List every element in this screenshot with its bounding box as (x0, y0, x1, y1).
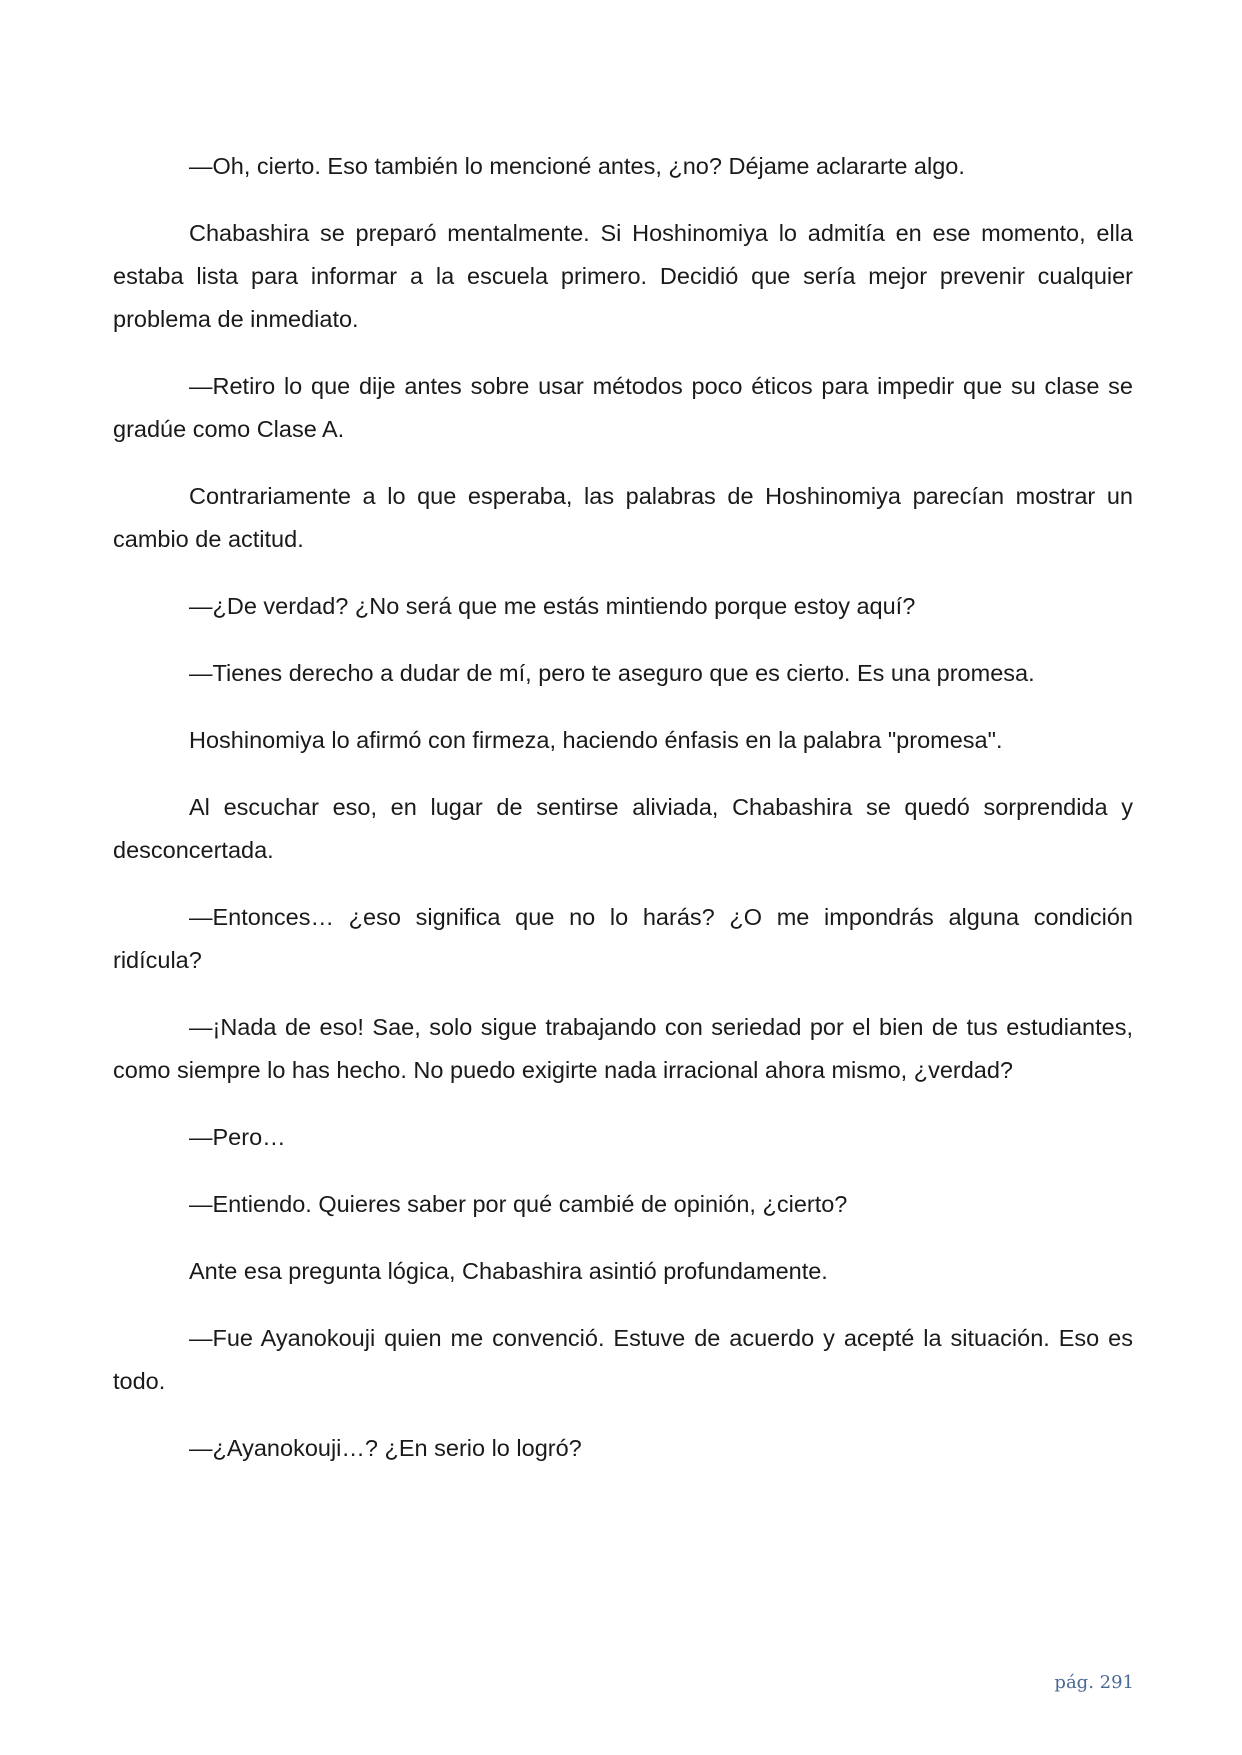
paragraph: —Entiendo. Quieres saber por qué cambié de opinión, ¿cierto? (189, 1191, 848, 1217)
paragraph: Chabashira se preparó mentalmente. Si Hoshinomiya lo admitía en ese momento, ella estaba lista para informar a la escuela primero. Decidió que sería mejor prevenir cualquier problema de inmediato. (113, 220, 1133, 332)
page-number: pág. 291 (1054, 1672, 1134, 1693)
paragraph: —¡Nada de eso! Sae, solo sigue trabajando con seriedad por el bien de tus estudiantes, como siempre lo has hecho. No puedo exigirte nada irracional ahora mismo, ¿verdad? (113, 1014, 1133, 1083)
paragraph: —¿De verdad? ¿No será que me estás mintiendo porque estoy aquí? (189, 593, 916, 619)
page-body (113, 145, 1133, 1494)
paragraph: —Entonces… ¿eso significa que no lo harás? ¿O me impondrás alguna condición ridícula? (113, 904, 1133, 973)
paragraph: —Tienes derecho a dudar de mí, pero te aseguro que es cierto. Es una promesa. (189, 660, 1035, 686)
paragraph: —¿Ayanokouji…? ¿En serio lo logró? (189, 1435, 582, 1461)
paragraph: —Fue Ayanokouji quien me convenció. Estuve de acuerdo y acepté la situación. Eso es todo. (113, 1325, 1133, 1394)
paragraph: Al escuchar eso, en lugar de sentirse aliviada, Chabashira se quedó sorprendida y desconcertada. (113, 794, 1133, 863)
paragraph: —Retiro lo que dije antes sobre usar métodos poco éticos para impedir que su clase se gradúe como Clase A. (113, 373, 1133, 442)
paragraph: Ante esa pregunta lógica, Chabashira asintió profundamente. (189, 1258, 828, 1284)
paragraph: Contrariamente a lo que esperaba, las palabras de Hoshinomiya parecían mostrar un cambio de actitud. (113, 483, 1133, 552)
paragraph: —Pero… (189, 1124, 286, 1150)
paragraph: Hoshinomiya lo afirmó con firmeza, haciendo énfasis en la palabra "promesa". (189, 727, 1003, 753)
paragraph: —Oh, cierto. Eso también lo mencioné antes, ¿no? Déjame aclararte algo. (189, 153, 965, 179)
